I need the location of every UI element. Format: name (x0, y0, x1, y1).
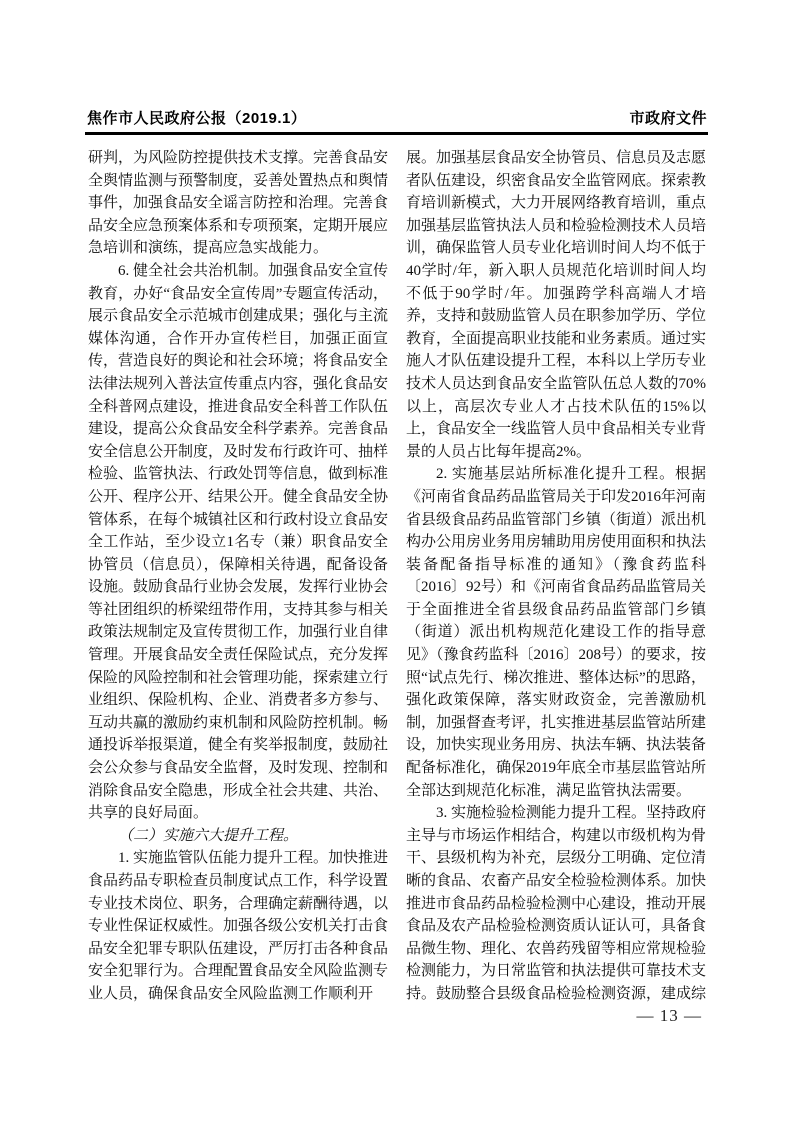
gazette-title: 焦作市人民政府公报（2019.1） (87, 110, 307, 127)
right-column (406, 147, 706, 1006)
header-rule (85, 132, 708, 135)
paragraph-continuation: 展。加强基层食品安全协管员、信息员及志愿者队伍建设，织密食品安全监管网底。探索教育培训新模式，大力开展网络教育培训，重点加强基层监管执法人员和检验检测技术人员培训，确保监管人员专业化培训时间人均不低于40学时/年，新入职人员规范化培训时间人均不低于90学时/年。加强跨学科高端人才培养，支持和鼓励监管人员在职参加学历、学位教育，全面提高职业技能和业务素质。通过实施人才队伍建设提升工程，本科以上学历专业技术人员达到食品安全监管队伍总人数的70%以上，高层次专业人才占技术队伍的15%以上，食品安全一线监管人员中食品相关专业背景的人员占比每年提高2%。 (406, 150, 707, 460)
document-body (88, 147, 706, 1006)
paragraph-item-1: 1. 实施监管队伍能力提升工程。加快推进食品药品专职检查员制度试点工作，科学设置专业技术岗位、职务，合理确定薪酬待遇，以专业性保证权威性。加强各级公安机关打击食品安全犯罪专职队伍建设，严厉打击各种食品安全犯罪行为。合理配置食品安全风险监测专业人员，确保食品安全风险监测工作顺利开 (88, 850, 389, 1002)
section-heading: （二）实施六大提升工程。 (118, 827, 299, 844)
paragraph-item-3: 3. 实施检验检测能力提升工程。坚持政府主导与市场运作相结合，构建以市级机构为骨干、县级机构为补充，层级分工明确、定位清晰的食品、农畜产品安全检验检测体系。加快推进市食品药品检验检测中心建设，推动开展食品及农产品检验检测资质认证认可，具备食品微生物、理化、农兽药残留等相应常规检验检测能力，为日常监管和执法提供可靠技术支持。鼓励整合县级食品检验检测资源，建成综 (406, 805, 707, 1002)
page-footer (88, 1006, 702, 1026)
paragraph-item-6: 6. 健全社会共治机制。加强食品安全宣传教育，办好“食品安全宣传周”专题宣传活动，展示食品安全示范城市创建成果；强化与主流媒体沟通，合作开办宣传栏目，加强正面宣传，营造良好的舆论和社会环境；将食品安全法律法规列入普法宣传重点内容，强化食品安全科普网点建设，推进食品安全科普工作队伍建设，提高公众食品安全科学素养。完善食品安全信息公开制度，及时发布行政许可、抽样检验、监管执法、行政处罚等信息，做到标准公开、程序公开、结果公开。健全食品安全协管体系，在每个城镇社区和行政村设立食品安全工作站，至少设立1名专（兼）职食品安全协管员（信息员），保障相关待遇，配备设备设施。鼓励食品行业协会发展，发挥行业协会等社团组织的桥梁纽带作用，支持其参与相关政策法规制定及宣传贯彻工作，加强行业自律管理。开展食品安全责任保险试点，充分发挥保险的风险控制和社会管理功能，探索建立行业组织、保险机构、企业、消费者多方参与、互动共赢的激励约束机制和风险防控机制。畅通投诉举报渠道，健全有奖举报制度，鼓励社会公众参与食品安全监督，及时发现、控制和消除食品安全隐患，形成全社会共建、共治、共享的良好局面。 (88, 262, 389, 822)
page-number: — 13 — (636, 1006, 702, 1025)
left-column (88, 147, 388, 1006)
paragraph-continuation: 研判，为风险防控提供技术支撑。完善食品安全舆情监测与预警制度，妥善处置热点和舆情事件，加强食品安全谣言防控和治理。完善食品安全应急预案体系和专项预案，定期开展应急培训和演练，提高应急实战能力。 (88, 150, 389, 257)
document-category-label: 市政府文件 (629, 110, 707, 127)
paragraph-item-2: 2. 实施基层站所标准化提升工程。根据《河南省食品药品监管局关于印发2016年河南省县级食品药品监管部门乡镇（街道）派出机构办公用房业务用房辅助用房使用面积和执法装备配备指导标准的通知》（豫食药监科〔2016〕92号）和《河南省食品药品监管局关于全面推进全省县级食品药品监管部门乡镇（街道）派出机构规范化建设工作的指导意见》（豫食药监科〔2016〕208号）的要求，按照“试点先行、梯次推进、整体达标”的思路，强化政策保障，落实财政资金，完善激励机制，加强督查考评，扎实推进基层监管站所建设，加快实现业务用房、执法车辆、执法装备配备标准化，确保2019年底全市基层监管站所全部达到规范化标准，满足监管执法需要。 (406, 466, 707, 799)
page-header (87, 107, 707, 128)
